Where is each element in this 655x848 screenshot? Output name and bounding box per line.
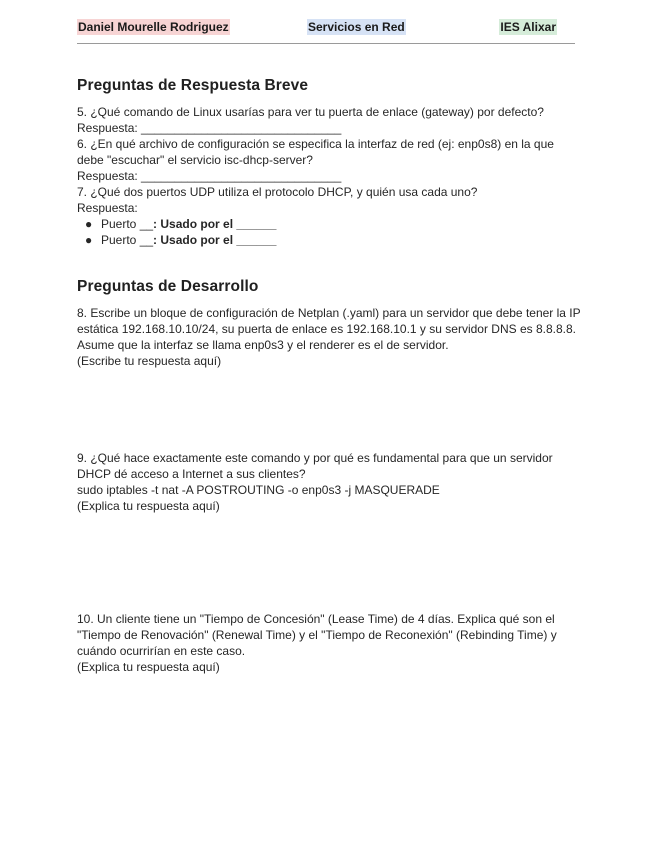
question-10-line-1: 10. Un cliente tiene un "Tiempo de Concesión" (Lease Time) de 4 días. Explica qué son el xyxy=(77,612,555,626)
bullet-bold-text: : Usado por el ______ xyxy=(153,217,277,231)
bullet-bold-text: : Usado por el ______ xyxy=(153,233,277,247)
answer-label-7: Respuesta: xyxy=(77,201,138,215)
list-item[interactable] xyxy=(85,232,276,248)
question-8-line-3: Asume que la interfaz se llama enp0s3 y el renderer es el de servidor. xyxy=(77,338,449,352)
bullet-prefix: Puerto __ xyxy=(101,233,154,247)
answer-line-6[interactable]: Respuesta: ______________________________ xyxy=(77,169,342,183)
question-6-line-2: debe "escuchar" el servicio isc-dhcp-server? xyxy=(77,153,313,167)
question-5: 5. ¿Qué comando de Linux usarías para ver tu puerta de enlace (gateway) por defecto? xyxy=(77,105,544,119)
list-item[interactable] xyxy=(85,216,276,232)
answer-hint-9[interactable]: (Explica tu respuesta aquí) xyxy=(77,499,220,513)
question-8-line-1: 8. Escribe un bloque de configuración de Netplan (.yaml) para un servidor que debe tener la IP xyxy=(77,306,581,320)
bullet-prefix: Puerto __ xyxy=(101,217,154,231)
answer-hint-8[interactable]: (Escribe tu respuesta aquí) xyxy=(77,354,222,368)
question-10-line-2: "Tiempo de Renovación" (Renewal Time) y el "Tiempo de Reconexión" (Rebinding Time) y xyxy=(77,628,557,642)
answer-line-5[interactable]: Respuesta: ______________________________ xyxy=(77,121,342,135)
bullet-icon: ● xyxy=(85,233,93,247)
question-10-line-3: cuándo ocurrirían en este caso. xyxy=(77,644,246,658)
question-9-line-2: DHCP dé acceso a Internet a sus clientes? xyxy=(77,467,306,481)
command-text: sudo iptables -t nat -A POSTROUTING -o enp0s3 -j MASQUERADE xyxy=(77,483,440,497)
question-7: 7. ¿Qué dos puertos UDP utiliza el protocolo DHCP, y quién usa cada uno? xyxy=(77,185,478,199)
answer-hint-10[interactable]: (Explica tu respuesta aquí) xyxy=(77,660,220,674)
page-header xyxy=(77,19,575,39)
question-8-line-2: estática 192.168.10.10/24, su puerta de enlace es 192.168.10.1 y su servidor DNS es 8.8.8.8. xyxy=(77,322,576,336)
section-title-short-answer: Preguntas de Respuesta Breve xyxy=(77,77,309,94)
header-school: IES Alixar xyxy=(500,20,556,34)
bullet-icon: ● xyxy=(85,217,93,231)
question-6-line-1: 6. ¿En qué archivo de configuración se especifica la interfaz de red (ej: enp0s8) en la que xyxy=(77,137,554,151)
header-author: Daniel Mourelle Rodriguez xyxy=(78,20,229,34)
header-divider xyxy=(77,43,575,44)
question-9-line-1: 9. ¿Qué hace exactamente este comando y por qué es fundamental para que un servidor xyxy=(77,451,553,465)
section-title-development: Preguntas de Desarrollo xyxy=(77,278,259,295)
header-course: Servicios en Red xyxy=(308,20,405,34)
